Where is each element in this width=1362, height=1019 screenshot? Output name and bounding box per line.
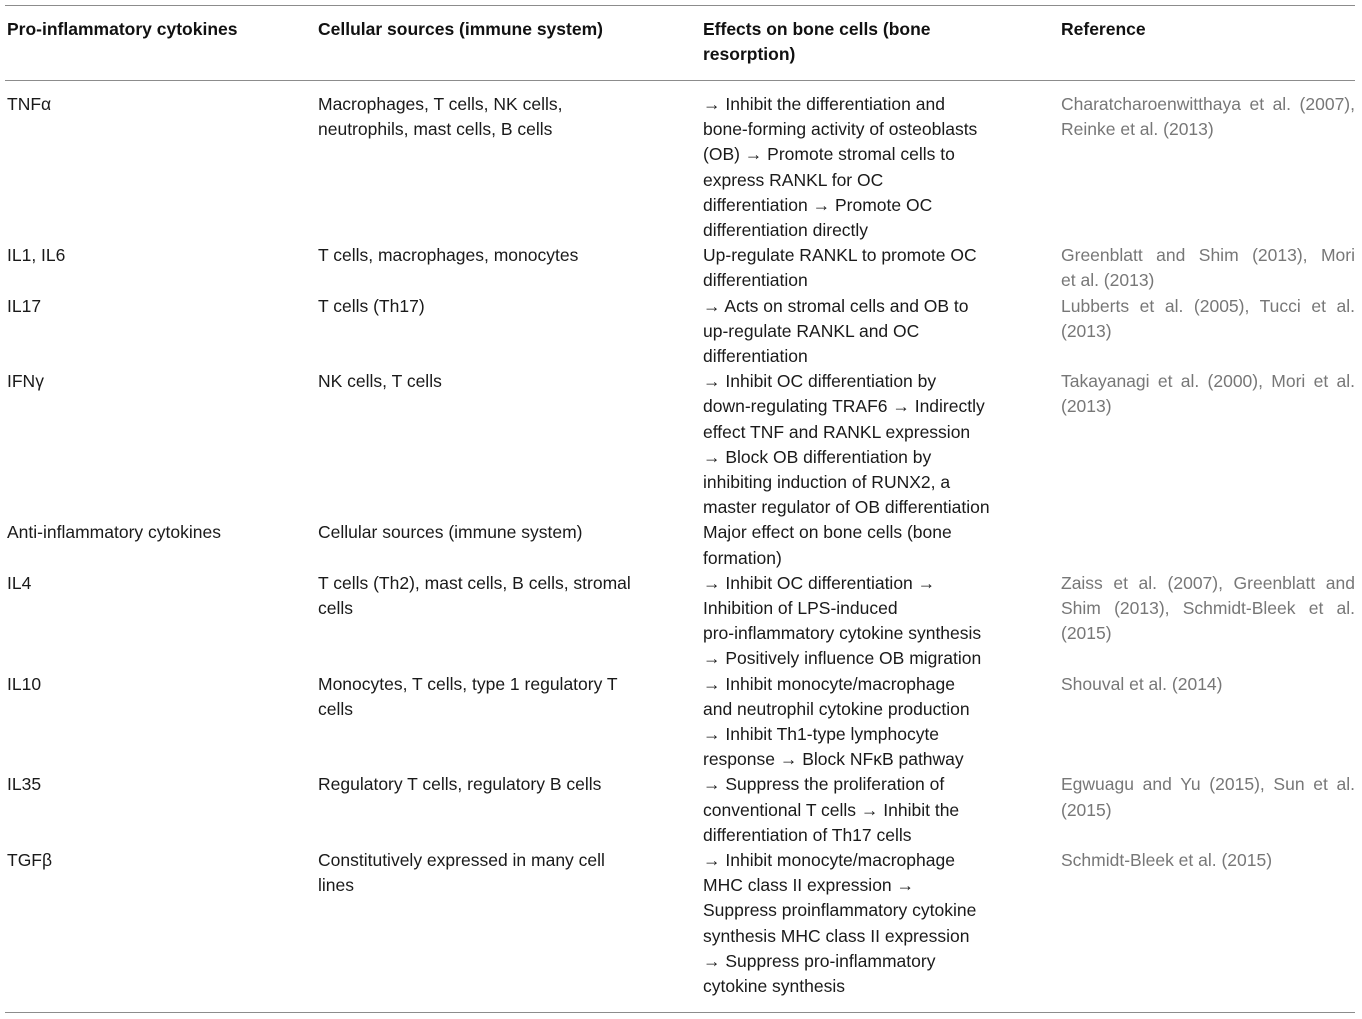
effects-cell-line: → Block OB differentiation by: [703, 446, 932, 467]
sources-cell-line: T cells (Th2), mast cells, B cells, stromal: [318, 572, 631, 593]
reference-cell-line: Shim (2013), Schmidt-Bleek et al.: [1061, 598, 1355, 618]
effects-cell: [703, 243, 1033, 293]
effects-cell-line: up-regulate RANKL and OC: [703, 320, 920, 341]
reference-cell-line: et al. (2013): [1061, 270, 1155, 291]
effects-cell-line: response → Block NFκB pathway: [703, 749, 964, 770]
effects-cell: [703, 848, 1033, 999]
reference-cell-line: (2013): [1061, 396, 1112, 417]
cytokine-cell-line: IL4: [7, 572, 32, 593]
table-top-rule: [5, 5, 1355, 6]
cytokine-cell-line: IL1, IL6: [7, 245, 66, 266]
reference-cell-line: (2013): [1061, 320, 1112, 341]
reference-cell-line: Shouval et al. (2014): [1061, 673, 1223, 694]
reference-cell-line: Lubberts et al. (2005), Tucci et al.: [1061, 295, 1355, 316]
cytokine-cell: [7, 243, 297, 268]
effects-cell-line: Suppress proinflammatory cytokine: [703, 900, 977, 921]
cytokine-cell: [7, 369, 297, 394]
cytokine-cell-line: Anti-inflammatory cytokines: [7, 522, 221, 543]
reference-cell-line: Reinke et al. (2013): [1061, 119, 1214, 140]
cytokine-cell: [7, 772, 297, 797]
header-cellular-sources: Cellular sources (immune system): [318, 19, 603, 39]
header-effects: [703, 17, 1033, 67]
sources-cell: [318, 520, 678, 545]
reference-cell: [1061, 672, 1355, 697]
sources-cell: [318, 571, 678, 621]
table-bottom-rule: [5, 1012, 1355, 1013]
effects-cell-line: → Acts on stromal cells and OB to: [703, 295, 969, 316]
header-effects-line: Effects on bone cells (bone: [703, 19, 931, 39]
effects-cell-line: express RANKL for OC: [703, 169, 884, 190]
sources-cell-line: Regulatory T cells, regulatory B cells: [318, 774, 602, 795]
effects-cell-line: synthesis MHC class II expression: [703, 925, 970, 946]
reference-cell: [1061, 571, 1355, 647]
effects-cell-line: differentiation: [703, 346, 808, 366]
cytokine-cell-line: IL17: [7, 295, 42, 316]
effects-cell: [703, 672, 1033, 773]
cytokine-cell-line: IL10: [7, 673, 42, 694]
sources-cell-line: lines: [318, 875, 354, 896]
header-reference: Reference: [1061, 19, 1146, 39]
reference-cell: [1061, 772, 1355, 822]
cytokine-cell-line: IL35: [7, 774, 42, 795]
sources-cell-line: T cells, macrophages, monocytes: [318, 245, 579, 266]
effects-cell-line: → Inhibit Th1-type lymphocyte: [703, 724, 940, 744]
cytokine-cell: [7, 294, 297, 319]
effects-cell-line: cytokine synthesis: [703, 976, 846, 997]
effects-cell: [703, 520, 1033, 570]
effects-cell-line: differentiation of Th17 cells: [703, 824, 912, 845]
reference-cell: [1061, 92, 1355, 142]
effects-cell: [703, 92, 1033, 243]
effects-cell-line: differentiation directly: [703, 220, 869, 241]
sources-cell: [318, 672, 678, 722]
effects-cell: [703, 294, 1033, 370]
reference-cell-line: Schmidt-Bleek et al. (2015): [1061, 850, 1273, 870]
cytokine-cell-line: IFNγ: [7, 371, 44, 392]
reference-cell: [1061, 369, 1355, 419]
effects-cell-line: inhibiting induction of RUNX2, a: [703, 472, 951, 492]
sources-cell-line: T cells (Th17): [318, 295, 425, 316]
effects-cell-line: down-regulating TRAF6 → Indirectly: [703, 396, 985, 417]
sources-cell-line: Cellular sources (immune system): [318, 522, 583, 543]
effects-cell-line: → Positively influence OB migration: [703, 648, 982, 669]
effects-cell-line: master regulator of OB differentiation: [703, 497, 990, 518]
effects-cell: [703, 772, 1033, 848]
sources-cell-line: cells: [318, 598, 354, 618]
reference-cell-line: Charatcharoenwitthaya et al. (2007),: [1061, 94, 1355, 114]
sources-cell: [318, 243, 678, 268]
sources-cell: [318, 848, 678, 898]
cytokine-cell-line: TGFβ: [7, 850, 53, 870]
effects-cell-line: formation): [703, 547, 782, 568]
effects-cell: [703, 571, 1033, 672]
sources-cell-line: Macrophages, T cells, NK cells,: [318, 94, 563, 114]
effects-cell-line: effect TNF and RANKL expression: [703, 421, 971, 442]
cytokine-cell-line: TNFα: [7, 94, 52, 114]
effects-cell-line: and neutrophil cytokine production: [703, 698, 970, 719]
reference-cell-line: (2015): [1061, 799, 1112, 820]
reference-cell: [1061, 243, 1355, 293]
sources-cell: [318, 772, 678, 797]
effects-cell-line: → Inhibit OC differentiation by: [703, 371, 937, 392]
sources-cell: [318, 294, 678, 319]
effects-cell-line: Major effect on bone cells (bone: [703, 522, 952, 543]
effects-cell-line: differentiation → Promote OC: [703, 194, 933, 215]
effects-cell-line: Inhibition of LPS-induced: [703, 598, 898, 618]
cytokine-cell: [7, 520, 297, 545]
sources-cell: [318, 92, 678, 142]
effects-cell-line: → Suppress the proliferation of: [703, 774, 945, 795]
effects-cell-line: bone-forming activity of osteoblasts: [703, 119, 978, 140]
sources-cell-line: cells: [318, 698, 354, 719]
header-cytokines: Pro-inflammatory cytokines: [7, 19, 238, 39]
effects-cell-line: pro-inflammatory cytokine synthesis: [703, 623, 982, 644]
reference-cell-line: Egwuagu and Yu (2015), Sun et al.: [1061, 774, 1355, 795]
sources-cell-line: Monocytes, T cells, type 1 regulatory T: [318, 673, 618, 694]
cytokine-cell: [7, 848, 297, 873]
effects-cell-line: → Inhibit OC differentiation →: [703, 572, 936, 593]
sources-cell-line: Constitutively expressed in many cell: [318, 850, 605, 870]
reference-cell-line: Zaiss et al. (2007), Greenblatt and: [1061, 572, 1355, 593]
cytokine-cell: [7, 92, 297, 117]
cytokine-cell: [7, 571, 297, 596]
reference-cell-line: Greenblatt and Shim (2013), Mori: [1061, 245, 1355, 266]
effects-cell-line: → Inhibit monocyte/macrophage: [703, 850, 955, 870]
effects-cell-line: conventional T cells → Inhibit the: [703, 799, 960, 820]
reference-cell-line: (2015): [1061, 623, 1112, 644]
effects-cell-line: Up-regulate RANKL to promote OC: [703, 245, 977, 266]
effects-cell-line: (OB) → Promote stromal cells to: [703, 144, 955, 165]
sources-cell-line: NK cells, T cells: [318, 371, 442, 392]
effects-cell-line: → Suppress pro-inflammatory: [703, 950, 936, 971]
cytokine-cell: [7, 672, 297, 697]
sources-cell-line: neutrophils, mast cells, B cells: [318, 119, 553, 140]
header-bottom-rule: [5, 80, 1355, 81]
reference-cell: [1061, 294, 1355, 344]
effects-cell-line: → Inhibit monocyte/macrophage: [703, 673, 955, 694]
reference-cell-line: Takayanagi et al. (2000), Mori et al.: [1061, 371, 1355, 392]
effects-cell-line: differentiation: [703, 270, 808, 291]
reference-cell: [1061, 848, 1355, 873]
header-effects-line: resorption): [703, 44, 796, 65]
effects-cell-line: → Inhibit the differentiation and: [703, 94, 945, 114]
effects-cell: [703, 369, 1033, 520]
effects-cell-line: MHC class II expression →: [703, 875, 915, 896]
sources-cell: [318, 369, 678, 394]
